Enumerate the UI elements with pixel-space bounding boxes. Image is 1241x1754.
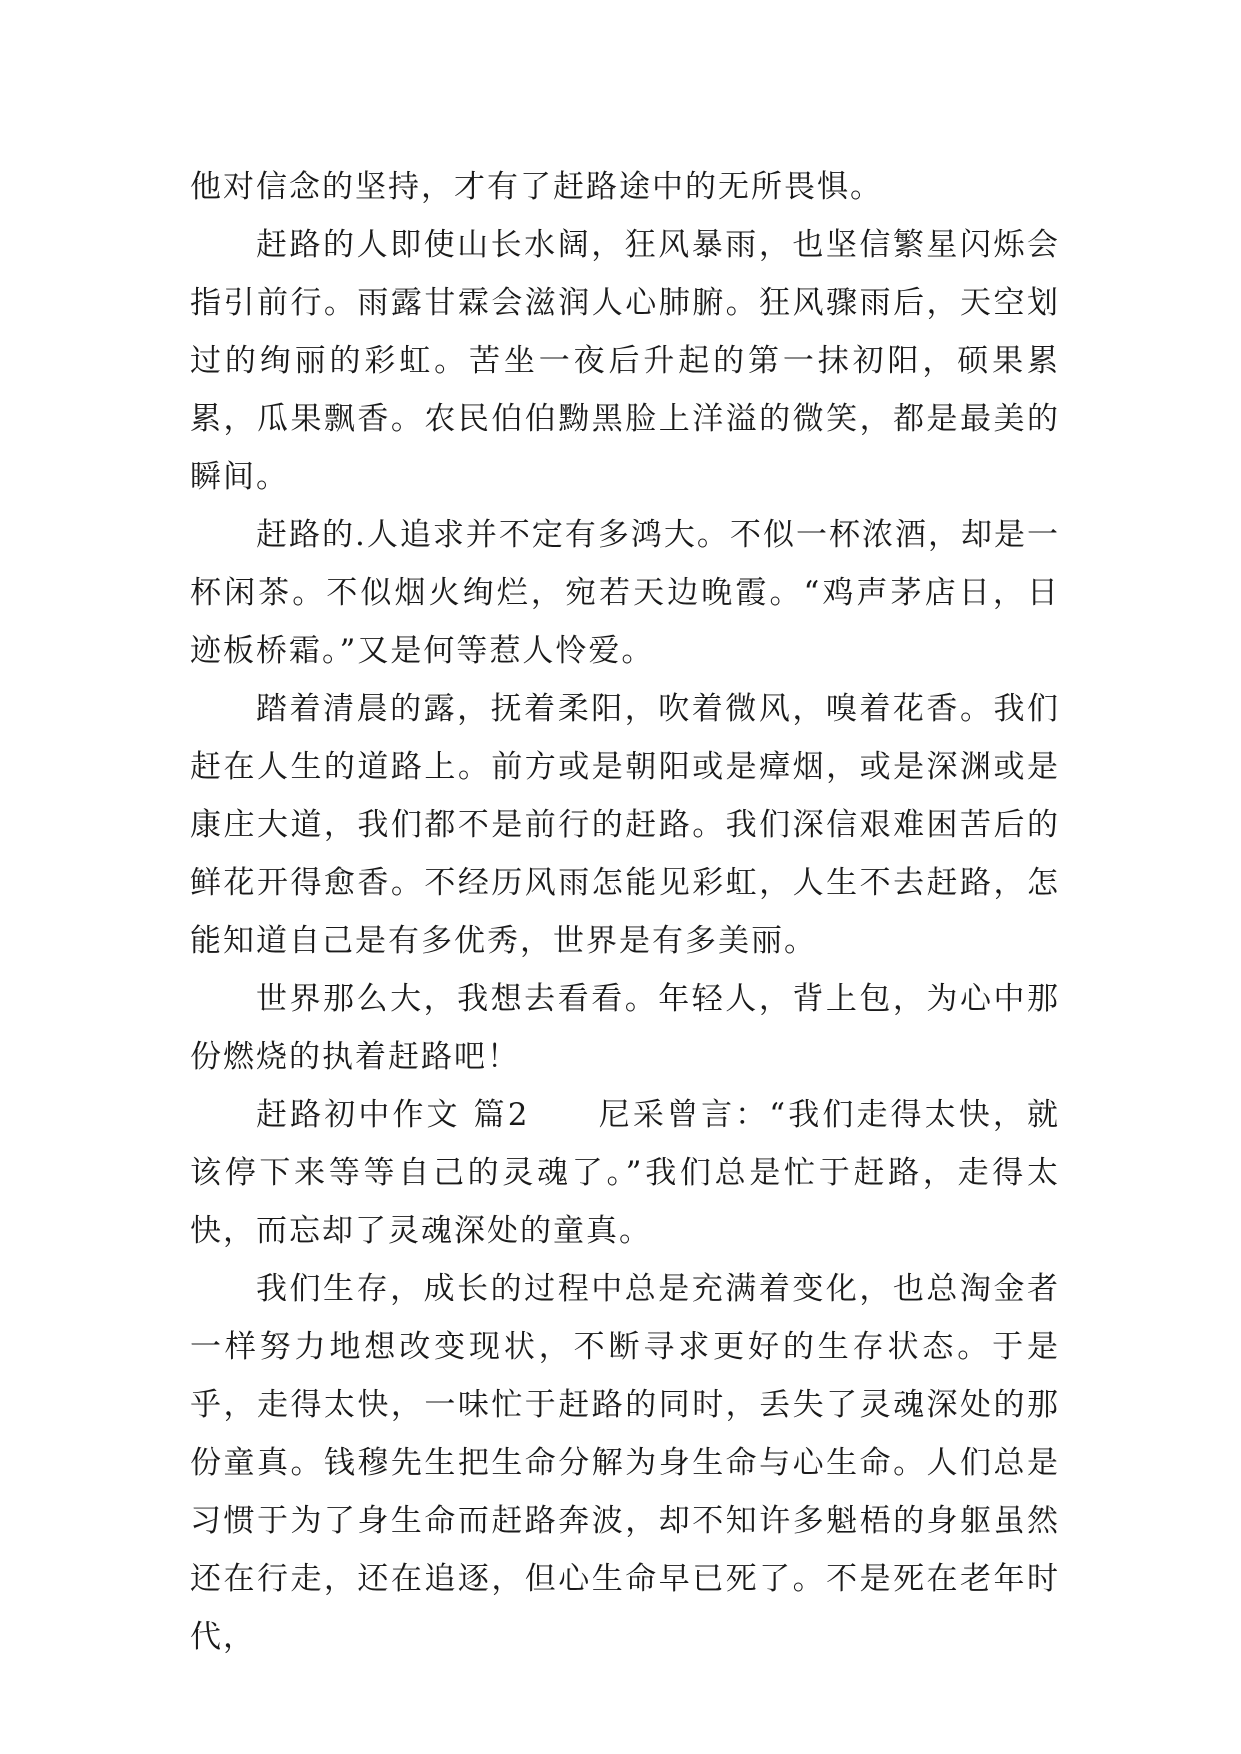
paragraph-3: 赶路的.人追求并不定有多鸿大。不似一杯浓酒，却是一杯闲茶。不似烟火绚烂，宛若天边晚霞。“鸡声茅店日，日迹板桥霜。”又是何等惹人怜爱。	[190, 517, 1060, 669]
paragraph-6: 赶路初中作文 篇2 尼采曾言：“我们走得太快，就该停下来等等自己的灵魂了。”我们总是忙于赶路，走得太快，而忘却了灵魂深处的童真。	[190, 1097, 1060, 1249]
paragraph-4: 踏着清晨的露，抚着柔阳，吹着微风，嗅着花香。我们赶在人生的道路上。前方或是朝阳或是瘴烟，或是深渊或是康庄大道，我们都不是前行的赶路。我们深信艰难困苦后的鲜花开得愈香。不经历风雨怎能见彩虹，人生不去赶路，怎能知道自己是有多优秀，世界是有多美丽。	[190, 691, 1060, 959]
paragraph-5: 世界那么大，我想去看看。年轻人，背上包，为心中那份燃烧的执着赶路吧！	[190, 981, 1060, 1075]
essay-body	[190, 158, 1060, 1666]
paragraph-1: 他对信念的坚持，才有了赶路途中的无所畏惧。	[190, 169, 883, 205]
paragraph-2: 赶路的人即使山长水阔，狂风暴雨，也坚信繁星闪烁会指引前行。雨露甘霖会滋润人心肺腑。狂风骤雨后，天空划过的绚丽的彩虹。苦坐一夜后升起的第一抹初阳，硕果累累，瓜果飘香。农民伯伯黝黑脸上洋溢的微笑，都是最美的瞬间。	[190, 227, 1060, 495]
paragraph-7: 我们生存，成长的过程中总是充满着变化，也总淘金者一样努力地想改变现状，不断寻求更好的生存状态。于是乎，走得太快，一味忙于赶路的同时，丢失了灵魂深处的那份童真。钱穆先生把生命分解为身生命与心生命。人们总是习惯于为了身生命而赶路奔波，却不知许多魁梧的身躯虽然还在行走，还在追逐，但心生命早已死了。不是死在老年时代，	[190, 1271, 1060, 1655]
